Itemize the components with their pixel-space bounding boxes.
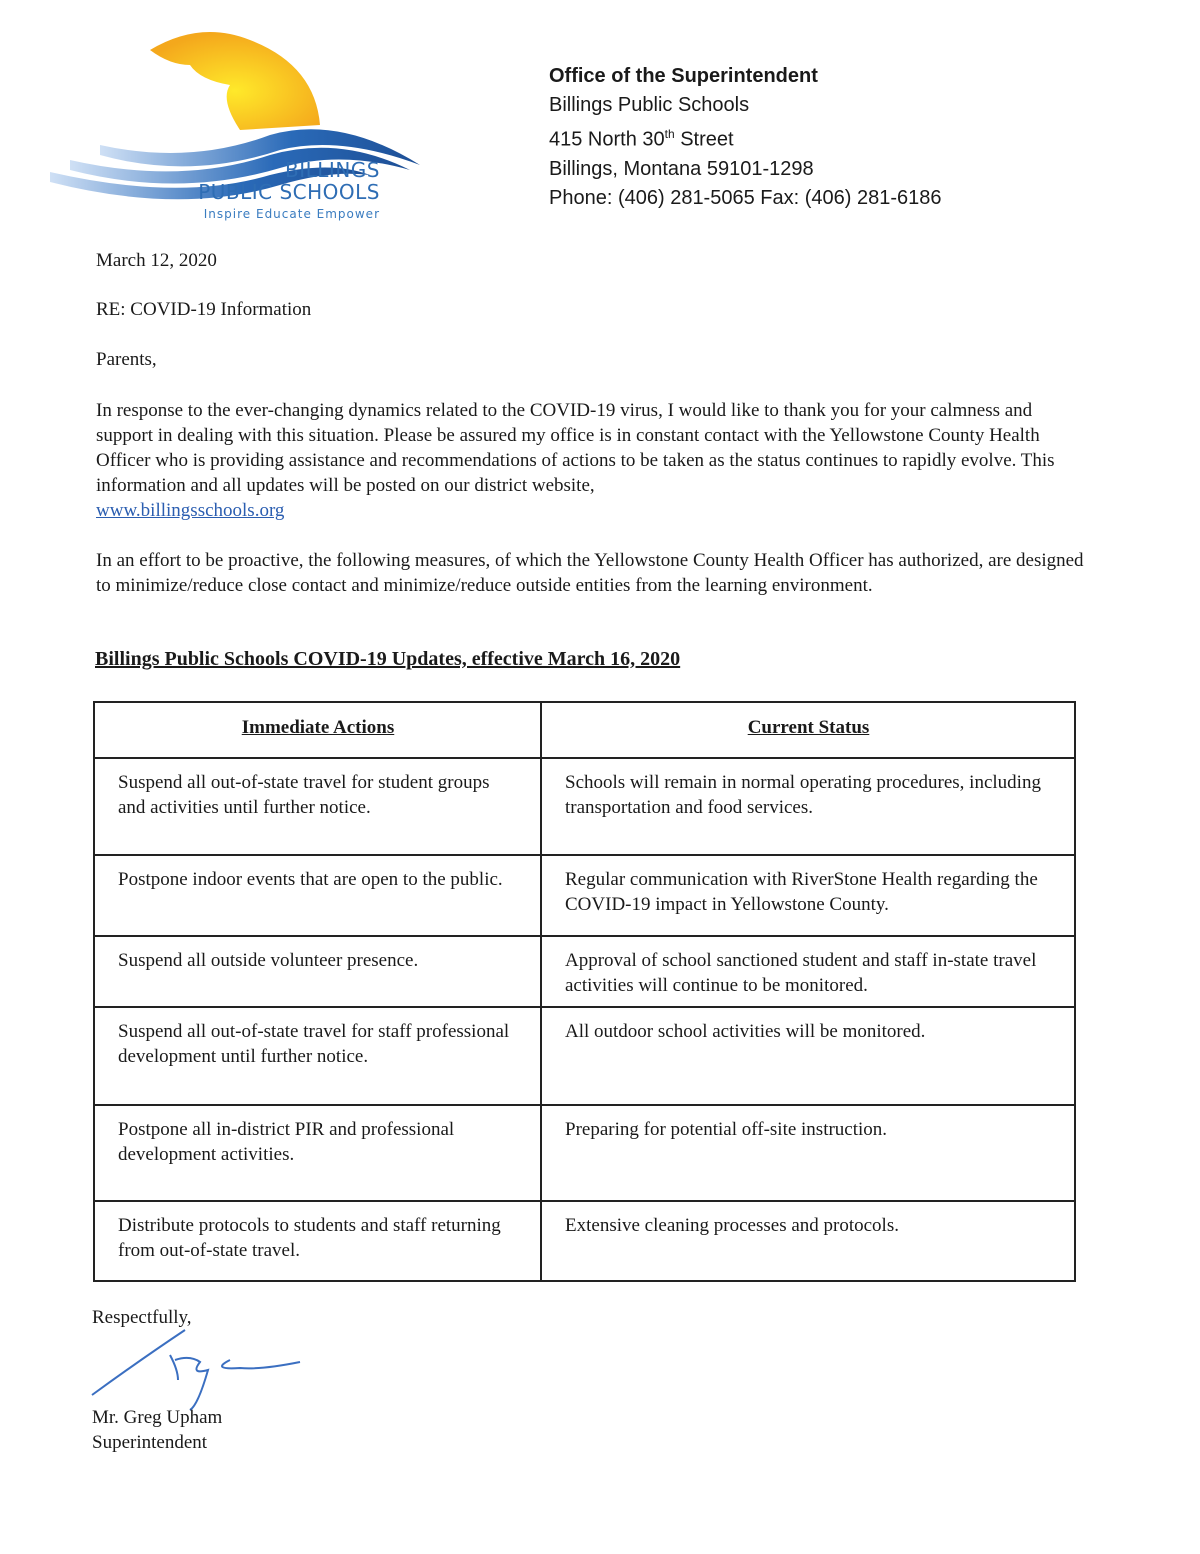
paragraph-1: In response to the ever-changing dynamics related to the COVID-19 virus, I would like to thank you for your calmness and support in dealing with this situation. Please be assured my office is in constant contact with the Yellowstone County Health Officer who is providing assistance and recommendations of actions to be taken as the status continues to rapidly evolve. This information and all updates will be posted on our district website, www.billingsschools.org <box>96 400 1055 521</box>
signature-icon <box>90 1300 320 1420</box>
org-name: Billings Public Schools <box>549 94 750 116</box>
updates-heading: Billings Public Schools COVID-19 Updates, effective March 16, 2020 <box>95 648 681 670</box>
city-state-zip: Billings, Montana 59101-1298 <box>549 157 814 180</box>
letterhead-address <box>549 62 942 213</box>
closing: Respectfully, <box>92 1307 192 1328</box>
covid-updates-table <box>93 701 1076 1282</box>
column-header: Immediate Actions <box>94 702 541 758</box>
phone-fax: Phone: (406) 281-5065 Fax: (406) 281-6186 <box>549 186 942 209</box>
status-cell: Regular communication with RiverStone Health regarding the COVID-19 impact in Yellowstone County. <box>541 855 1075 936</box>
table-row <box>94 1007 1075 1105</box>
signer-name: Mr. Greg Upham <box>92 1407 223 1428</box>
logo-line1: BILLINGS <box>285 158 380 182</box>
status-cell: All outdoor school activities will be monitored. <box>541 1007 1075 1105</box>
status-cell: Preparing for potential off-site instruction. <box>541 1105 1075 1201</box>
action-cell: Distribute protocols to students and staff returning from out-of-state travel. <box>94 1201 541 1281</box>
table-row <box>94 1105 1075 1201</box>
letter-subject: RE: COVID-19 Information <box>96 299 312 320</box>
table-row <box>94 758 1075 855</box>
logo-tagline: Inspire Educate Empower <box>203 207 380 221</box>
district-logo <box>40 20 460 240</box>
office-name: Office of the Superintendent <box>549 65 818 87</box>
salutation: Parents, <box>96 349 157 370</box>
action-cell: Suspend all outside volunteer presence. <box>94 936 541 1007</box>
status-cell: Approval of school sanctioned student and staff in-state travel activities will continue to be monitored. <box>541 936 1075 1007</box>
street-address: 415 North 30th Street <box>549 127 734 151</box>
table-header-row <box>94 702 1075 758</box>
column-header: Current Status <box>541 702 1075 758</box>
signer-title: Superintendent <box>92 1432 208 1453</box>
logo-line2: PUBLIC SCHOOLS <box>198 180 380 204</box>
letter-date: March 12, 2020 <box>96 250 217 271</box>
district-website-link[interactable]: www.billingsschools.org <box>96 500 285 521</box>
action-cell: Postpone indoor events that are open to the public. <box>94 855 541 936</box>
action-cell: Postpone all in-district PIR and professional development activities. <box>94 1105 541 1201</box>
status-cell: Schools will remain in normal operating procedures, including transportation and food services. <box>541 758 1075 855</box>
paragraph-2: In an effort to be proactive, the following measures, of which the Yellowstone County Health Officer has authorized, are designed to minimize/reduce close contact and minimize/reduce outside entities from the learning environment. <box>96 550 1084 596</box>
action-cell: Suspend all out-of-state travel for student groups and activities until further notice. <box>94 758 541 855</box>
table-row <box>94 936 1075 1007</box>
status-cell: Extensive cleaning processes and protocols. <box>541 1201 1075 1281</box>
table-row <box>94 855 1075 936</box>
action-cell: Suspend all out-of-state travel for staff professional development until further notice. <box>94 1007 541 1105</box>
table-row <box>94 1201 1075 1281</box>
